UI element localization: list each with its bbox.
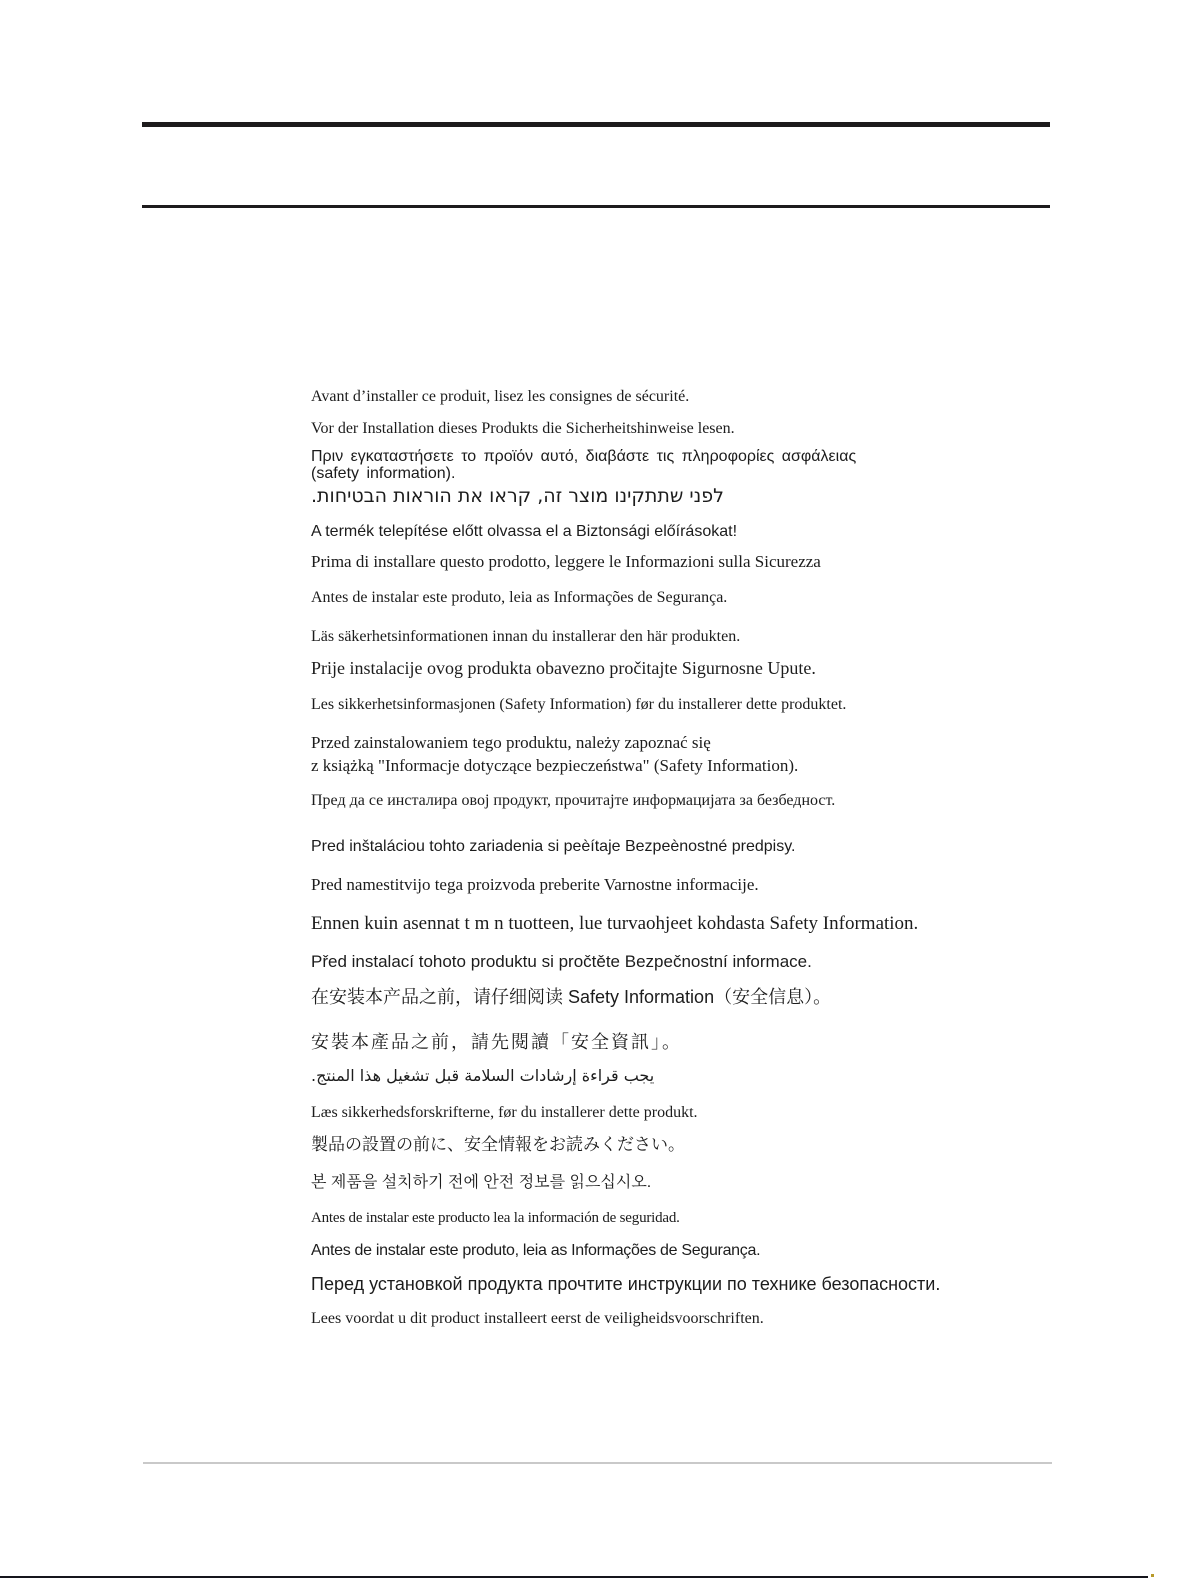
safety-notice-danish: Læs sikkerhedsforskrifterne, før du installerer dette produkt. [311,1104,698,1121]
safety-notice-greek-line2: (safety information). [311,465,456,482]
safety-notice-chinese-traditional: 安裝本產品之前，請先閱讀「安全資訊」。 [311,1032,682,1052]
page-bottom-scan-edge [0,1576,1148,1578]
safety-notice-japanese: 製品の設置の前に、安全情報をお読みください。 [311,1135,685,1154]
safety-notice-greek-line1: Πριν εγκαταστήσετε το προϊόν αυτό, διαβάστε τις πληροφορίες ασφάλειας [311,448,857,465]
safety-notice-macedonian: Пред да се инсталира овој продукт, прочитајте информацијата за безбедност. [311,792,836,809]
safety-notice-russian: Перед установкой продукта прочтите инструкции по технике безопасности. [311,1274,941,1294]
safety-notice-chinese-simplified: 在安装本产品之前，请仔细阅读 Safety Information（安全信息）。 [311,987,832,1007]
safety-notice-norwegian: Les sikkerhetsinformasjonen (Safety Information) før du installerer dette produktet. [311,696,847,713]
header-divider-rule [142,205,1050,208]
safety-notice-french: Avant d’installer ce produit, lisez les consignes de sécurité. [311,388,690,405]
safety-notice-finnish: Ennen kuin asennat t m n tuotteen, lue turvaohjeet kohdasta Safety Information. [311,913,919,934]
safety-notice-german: Vor der Installation dieses Produkts die Sicherheitshinweise lesen. [311,420,735,437]
safety-notice-croatian: Prije instalacije ovog produkta obavezno pročitajte Sigurnosne Upute. [311,658,816,678]
safety-notice-polish-line1: Przed zainstalowaniem tego produktu, należy zapoznać się [311,733,711,752]
safety-notice-portuguese-brazil: Antes de instalar este produto, leia as Informações de Segurança. [311,1242,761,1259]
safety-notice-polish-line2: z książką "Informacje dotyczące bezpieczeństwa" (Safety Information). [311,756,799,775]
safety-notice-dutch: Lees voordat u dit product installeert eerst de veiligheidsvoorschriften. [311,1310,764,1327]
safety-notice-spanish: Antes de instalar este producto lea la información de seguridad. [311,1210,680,1226]
safety-notice-italian: Prima di installare questo prodotto, leggere le Informazioni sulla Sicurezza [311,552,821,571]
safety-notice-korean: 본 제품을 설치하기 전에 안전 정보를 읽으십시오. [311,1174,652,1191]
safety-notice-arabic [311,1067,654,1086]
safety-notice-swedish: Läs säkerhetsinformationen innan du installerar den här produkten. [311,628,741,645]
safety-notice-slovenian: Pred namestitvijo tega proizvoda preberite Varnostne informacije. [311,875,759,894]
safety-notice-hungarian: A termék telepítése előtt olvassa el a Biztonsági előírásokat! [311,523,738,540]
safety-notice-slovak: Pred inštaláciou tohto zariadenia si peèítaje Bezpeènostné predpisy. [311,838,796,855]
hebrew-text: לפני שתתקינו מוצר זה, קראו את הוראות הבטיחות. [311,485,724,507]
footer-rule [143,1462,1052,1464]
arabic-text: يجب قراءة إرشادات السلامة قبل تشغيل هذا المنتج. [311,1066,655,1085]
top-rule [142,122,1050,127]
scan-artifact-dot [1151,1574,1154,1577]
safety-notice-portuguese: Antes de instalar este produto, leia as Informações de Segurança. [311,589,728,606]
safety-notice-czech: Před instalací tohoto produktu si pročtěte Bezpečnostní informace. [311,952,812,971]
safety-notice-hebrew [311,486,724,507]
